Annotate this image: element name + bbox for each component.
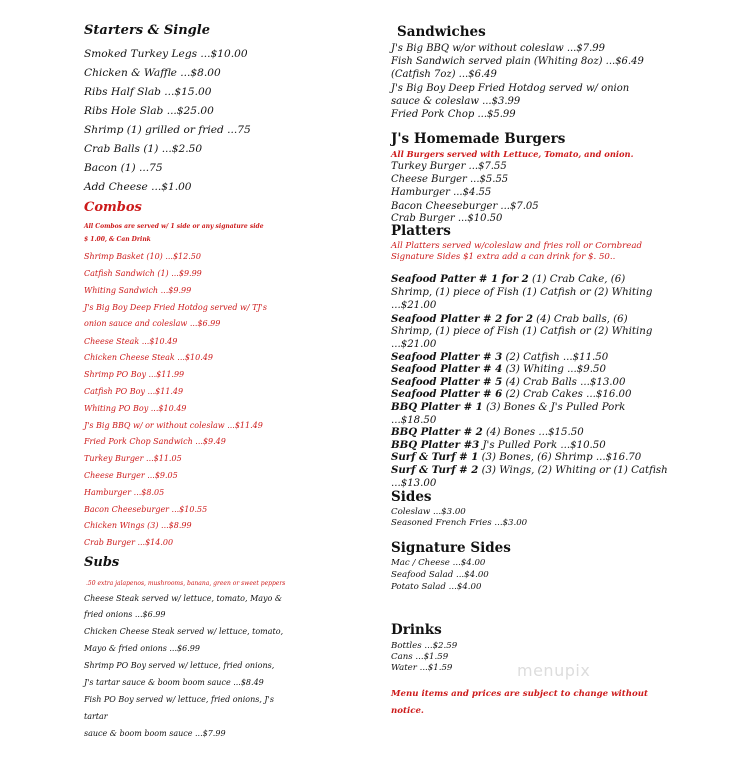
footer-notice: Menu items and prices are subject to change without bbox=[391, 689, 648, 699]
platter-desc: (1) Crab Cake, (6) bbox=[528, 274, 626, 285]
platter-desc: J's Pulled Pork ...$10.50 bbox=[479, 440, 606, 451]
platter-desc: (3) Whiting ...$9.50 bbox=[502, 364, 606, 375]
sandwiches-line: Fried Pork Chop ...$5.99 bbox=[391, 109, 516, 120]
combos-item: Chicken Cheese Steak ...$10.49 bbox=[84, 353, 213, 362]
platter-line bbox=[391, 338, 436, 350]
subs-line: Cheese Steak served w/ lettuce, tomato, Mayo & bbox=[84, 594, 283, 603]
platter-desc: (3) Bones, (6) Shrimp ...$16.70 bbox=[478, 452, 642, 463]
subs-line: Mayo & fried onions ...$6.99 bbox=[84, 644, 200, 653]
subs-line: Chicken Cheese Steak served w/ lettuce, tomato, bbox=[84, 627, 284, 636]
combos-item: Whiting PO Boy ...$10.49 bbox=[84, 404, 187, 413]
subs-line: Fish PO Boy served w/ lettuce, fried onions, J's bbox=[84, 695, 274, 704]
platter-desc: Shrimp, (1) piece of Fish (1) Catfish or (2) Whiting bbox=[391, 326, 653, 337]
burgers-item: Turkey Burger ...$7.55 bbox=[391, 161, 507, 172]
combos-item: Cheese Steak ...$10.49 bbox=[84, 337, 178, 346]
subs-note: .50 extra jalapenos, mushrooms, banana, green or sweet peppers bbox=[86, 580, 286, 587]
starters-item: Add Cheese ...$1.00 bbox=[84, 181, 192, 193]
platters-note: Signature Sides $1 extra add a can drink for $. 50.. bbox=[391, 252, 616, 262]
drinks-item: Water ...$1.59 bbox=[391, 663, 453, 673]
subs-heading: Subs bbox=[84, 555, 120, 570]
combos-item: Chicken Wings (3) ...$8.99 bbox=[84, 521, 192, 530]
signature-sides-item: Mac / Cheese ...$4.00 bbox=[391, 558, 486, 568]
platter-desc: ...$13.00 bbox=[391, 478, 437, 489]
platter-name: Seafood Platter # 3 bbox=[391, 351, 503, 363]
combos-item: Shrimp Basket (10) ...$12.50 bbox=[84, 252, 201, 261]
drinks-item: Bottles ...$2.59 bbox=[391, 641, 458, 651]
footer-notice: notice. bbox=[391, 706, 424, 716]
platter-line bbox=[391, 439, 606, 451]
combos-item: Shrimp PO Boy ...$11.99 bbox=[84, 370, 185, 379]
platter-line bbox=[391, 351, 608, 363]
platter-line bbox=[391, 464, 668, 476]
platter-line bbox=[391, 286, 652, 298]
burgers-item: Cheese Burger ...$5.55 bbox=[391, 174, 509, 185]
starters-item: Chicken & Waffle ...$8.00 bbox=[84, 67, 221, 79]
platters-heading: Platters bbox=[391, 223, 451, 239]
combos-item: J's Big BBQ w/ or without coleslaw ...$11.49 bbox=[84, 421, 263, 430]
platters-note: All Platters served w/coleslaw and fries roll or Cornbread bbox=[391, 241, 642, 251]
platter-line bbox=[391, 273, 625, 285]
platter-name: Seafood Platter # 6 bbox=[391, 388, 503, 400]
subs-line: Shrimp PO Boy served w/ lettuce, fried onions, bbox=[84, 661, 275, 670]
sandwiches-line: Fish Sandwich served plain (Whiting 8oz) ...$6.49 bbox=[391, 56, 644, 67]
combos-item: Fried Pork Chop Sandwich ...$9.49 bbox=[84, 437, 226, 446]
platter-line bbox=[391, 426, 584, 438]
platter-line bbox=[391, 313, 628, 325]
sandwiches-heading: Sandwiches bbox=[397, 24, 486, 40]
combos-item: onion sauce and coleslaw ...$6.99 bbox=[84, 319, 221, 328]
combos-item: Bacon Cheeseburger ...$10.55 bbox=[84, 505, 208, 514]
sides-item: Coleslaw ...$3.00 bbox=[391, 507, 466, 517]
platter-line bbox=[391, 376, 626, 388]
platter-desc: (4) Crab Balls ...$13.00 bbox=[502, 377, 626, 388]
burgers-item: Crab Burger ...$10.50 bbox=[391, 213, 503, 224]
platter-desc: (4) Bones ...$15.50 bbox=[482, 427, 584, 438]
platter-line bbox=[391, 388, 632, 400]
burgers-item: Bacon Cheeseburger ...$7.05 bbox=[391, 201, 539, 212]
sides-heading: Sides bbox=[391, 489, 432, 505]
right-column bbox=[391, 0, 731, 758]
signature-sides-item: Potato Salad ...$4.00 bbox=[391, 582, 482, 592]
platter-name: Seafood Platter # 2 for 2 bbox=[391, 313, 533, 325]
sandwiches-line: J's Big BBQ w/or without coleslaw ...$7.99 bbox=[391, 43, 605, 54]
signature-sides-heading: Signature Sides bbox=[391, 540, 511, 556]
platter-name: BBQ Platter #3 bbox=[391, 439, 480, 451]
platter-line bbox=[391, 401, 625, 413]
platter-desc: ...$21.00 bbox=[391, 300, 437, 311]
starters-item: Bacon (1) ...75 bbox=[84, 162, 163, 174]
starters-item: Ribs Half Slab ...$15.00 bbox=[84, 86, 212, 98]
platter-line bbox=[391, 325, 652, 337]
platter-name: BBQ Platter # 1 bbox=[391, 401, 483, 413]
combos-item: Hamburger ...$8.05 bbox=[84, 488, 165, 497]
sandwiches-line: sauce & coleslaw ...$3.99 bbox=[391, 96, 521, 107]
platter-name: Seafood Platter # 4 bbox=[391, 363, 503, 375]
platter-desc: (3) Wings, (2) Whiting or (1) Catfish bbox=[478, 465, 668, 476]
combos-note: All Combos are served w/ 1 side or any signature side bbox=[84, 223, 264, 230]
subs-line: fried onions ...$6.99 bbox=[84, 610, 166, 619]
starters-item: Ribs Hole Slab ...$25.00 bbox=[84, 105, 214, 117]
platter-name: Seafood Patter # 1 for 2 bbox=[391, 273, 529, 285]
combos-heading: Combos bbox=[84, 200, 142, 215]
platter-line bbox=[391, 414, 436, 426]
combos-item: Crab Burger ...$14.00 bbox=[84, 538, 174, 547]
platter-desc: ...$21.00 bbox=[391, 339, 437, 350]
subs-line: tartar bbox=[84, 712, 108, 721]
sandwiches-line: (Catfish 7oz) ...$6.49 bbox=[391, 69, 497, 80]
platter-name: BBQ Platter # 2 bbox=[391, 426, 483, 438]
burgers-heading: J's Homemade Burgers bbox=[391, 131, 566, 147]
starters-item: Smoked Turkey Legs ...$10.00 bbox=[84, 48, 248, 60]
combos-item: Catfish PO Boy ...$11.49 bbox=[84, 387, 184, 396]
combos-note: $ 1.00, & Can Drink bbox=[84, 236, 151, 243]
sandwiches-line: J's Big Boy Deep Fried Hotdog served w/ onion bbox=[391, 83, 630, 94]
subs-line: J's tartar sauce & boom boom sauce ...$8.49 bbox=[84, 678, 264, 687]
platter-line bbox=[391, 451, 641, 463]
sides-item: Seasoned French Fries ...$3.00 bbox=[391, 518, 528, 528]
combos-item: Catfish Sandwich (1) ...$9.99 bbox=[84, 269, 202, 278]
combos-item: Whiting Sandwich ...$9.99 bbox=[84, 286, 192, 295]
platter-desc: (3) Bones & J's Pulled Pork bbox=[482, 402, 626, 413]
starters-item: Crab Balls (1) ...$2.50 bbox=[84, 143, 203, 155]
platter-name: Surf & Turf # 2 bbox=[391, 464, 479, 476]
burgers-item: Hamburger ...$4.55 bbox=[391, 187, 492, 198]
platter-name: Surf & Turf # 1 bbox=[391, 451, 479, 463]
drinks-item: Cans ...$1.59 bbox=[391, 652, 449, 662]
platter-line bbox=[391, 477, 436, 489]
combos-item: Turkey Burger ...$11.05 bbox=[84, 454, 182, 463]
platter-line bbox=[391, 363, 606, 375]
combos-item: Cheese Burger ...$9.05 bbox=[84, 471, 178, 480]
burgers-note: All Burgers served with Lettuce, Tomato, and onion. bbox=[391, 149, 634, 159]
watermark-logo: menupix bbox=[517, 661, 591, 680]
starters-item: Shrimp (1) grilled or fried ...75 bbox=[84, 124, 251, 136]
platter-name: Seafood Platter # 5 bbox=[391, 376, 503, 388]
signature-sides-item: Seafood Salad ...$4.00 bbox=[391, 570, 489, 580]
starters-heading: Starters & Single bbox=[84, 23, 210, 38]
platter-desc: ...$18.50 bbox=[391, 415, 437, 426]
subs-line: sauce & boom boom sauce ...$7.99 bbox=[84, 729, 226, 738]
platter-desc: (2) Crab Cakes ...$16.00 bbox=[502, 389, 632, 400]
left-column bbox=[84, 0, 354, 758]
platter-line bbox=[391, 299, 436, 311]
platter-desc: (2) Catfish ...$11.50 bbox=[502, 352, 609, 363]
platter-desc: Shrimp, (1) piece of Fish (1) Catfish or (2) Whiting bbox=[391, 287, 653, 298]
platter-desc: (4) Crab balls, (6) bbox=[532, 314, 628, 325]
combos-item: J's Big Boy Deep Fried Hotdog served w/ TJ's bbox=[84, 303, 267, 312]
drinks-heading: Drinks bbox=[391, 622, 442, 638]
